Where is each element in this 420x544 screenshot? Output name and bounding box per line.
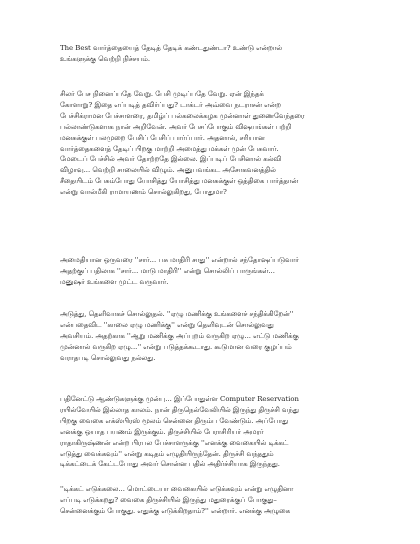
text-line: சிலர் பேச நினைப்பதே வேறு. பேசி முடிப்பதே வேறு. ஏன் இந்தக்: [60, 90, 264, 98]
text-line: வராதபடி சொல்லுவது நல்லது.: [60, 353, 156, 362]
paragraph-intro: [60, 43, 366, 65]
text-line: பதினேட்டு ஆண்டுகளுக்கு முன்பு... இப்போதுள்ள Computer Reservation: [60, 395, 299, 403]
text-line: என்று வால்மீகி ராமாயணம் சொல்லுகிறது, போதுமா?: [60, 188, 227, 197]
text-line: மேடைப் பேச்சில் அவர் தோற்றதே இல்லை. இப்படிப் பேசினால் கல்வி: [60, 155, 282, 164]
paragraph-wakeup: [60, 309, 366, 364]
text-line: The Best வார்த்தையைத் தேடித் தேடிக் கண்டதுண்டா? உண்டு என்றால்: [60, 44, 283, 52]
text-line: பிறகு வைகை எக்ஸ்பிரஸ் மூலம் சென்னை திரும்ப வேண்டும். அப்போது: [60, 416, 289, 425]
text-line: ''டிக்கட் எடுக்கலை... மொட்டையா வைகையில் எடுக்கவும் என்று எழுதினா: [60, 485, 294, 493]
text-line: விழாவு... வெற்றி சாலையில் விழும். அனுபவங்கட அசோகவனத்தில்: [60, 166, 276, 175]
text-line: என்பதைவிட ''காலை ஏழு மணிக்கு'' என்று தெளிவுடன் சொல்லுவது: [60, 320, 274, 329]
text-line: சீதையிடம் பேசும்போது யோசித்து யோசித்து மனசுக்குள் ஒத்திகை பார்த்தான்: [60, 177, 299, 186]
text-line: ராதாகிருஷ்ணன் என்ற பிரபல பேச்சாளருக்கு ''எனக்கு வைகையில் டிக்கட்: [60, 438, 289, 447]
text-line: முன்னால் வருகிற ஏழு...'' என்று படுத்தக்கூடாது. கூடுமான வரை குழப்பம்: [60, 342, 292, 351]
text-line: கோளாறு? இதை எப்படித் தவிர்ப்பது? டாக்டர் அவ்வை நடராசன் என்ற: [60, 100, 281, 109]
text-line: உங்களுக்கு வெற்றி நிச்சயம்.: [60, 54, 151, 63]
text-line: எப்படி எடுக்கறது? வைகை திருச்சியில் இருந்து மதுரைக்குப் போகுது–: [60, 495, 277, 504]
text-line: அடுத்து, தெளிவாகச் சொல்லுதல். ''ஏழு மணிக்கு உங்களைச் சந்திக்கிறேன்'': [60, 310, 294, 318]
text-line: அமைதியான ஒருவரை ''சார்... பசு மாதிரி சாது'' என்றால் சந்தோஷப்படுவார்: [60, 256, 299, 264]
text-line: எனக்கு ஒயாத பயணம் இருக்கும். திருச்சியில் பேராசிரியர் அமரர்: [60, 427, 264, 436]
text-line: டிக்கட்டைக் கேட்டபோது அவர் சொன்ன பதில் அதிர்ச்சியாக இருந்தது.: [60, 460, 280, 469]
paragraph-ticket: [60, 484, 366, 517]
text-line: சென்னைக்கும் போகுது. எதுக்கு எடுக்கிறதாம்?'' என்றார். எனக்கு அழுகை: [60, 506, 290, 515]
text-line: எடுத்து வைக்கவும்'' என்று கடிதம் எழுதியிருந்தேன். திருச்சி வந்ததும்: [60, 449, 274, 458]
text-line: மனசுக்குள் பலமுறை பேசிப் பேசிப் பார்ப்பார். அதனால், சரியான: [60, 133, 265, 142]
text-line: பல்லாண்டுகளாக நான் அறிவேன். அவர் பேசப்போகும் விஷயங்கள் பற்றி: [60, 122, 292, 131]
paragraph-speaking: [60, 89, 366, 198]
text-line: பேச்சிக்ராமன பேச்சாளரை, தமிழ்ப் பல்கலைக்கழக முன்னாள் துணைவேந்தரை: [60, 111, 305, 120]
text-line: அதற்குப் பதிலாக ''சார்... மாடு மாதிரி'' என்று சொல்லிப் பாருங்கள்...: [60, 266, 275, 275]
paragraph-mother: [60, 255, 366, 288]
paragraph-reservation: [60, 394, 366, 470]
text-line: வார்த்தைகளைத் தேடிப் பிறகு மாற்றி அமைத்து மக்கள் முன் பேசுவார்.: [60, 144, 279, 153]
text-line: அவசியம். அதற்காக ''ஆறு மணிக்கு அப்புறம் வருகிற ஏழு... எட்டு மணிக்கு: [60, 331, 299, 340]
text-line: மனுஷர் உங்களை முட்ட வருவார்.: [60, 277, 169, 286]
text-line: ரயில்வேயில் இல்லாத காலம். நான் திருநெல்வேலியில் இருந்து திருச்சி வந்து: [60, 405, 299, 414]
